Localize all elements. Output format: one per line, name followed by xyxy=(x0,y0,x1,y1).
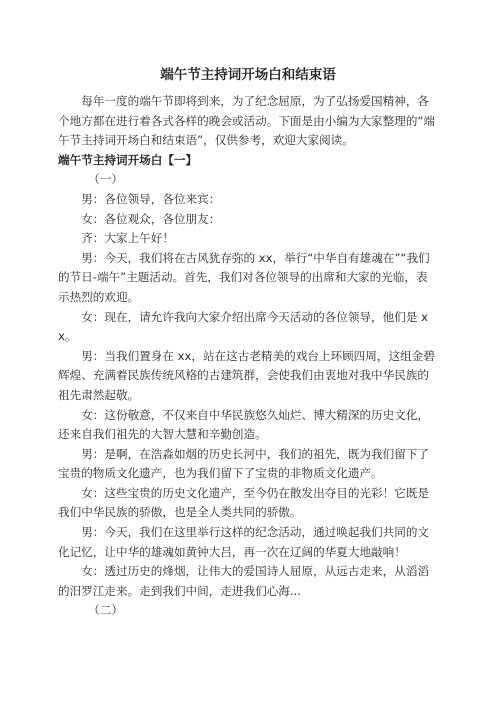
dialogue-line: 女：透过历史的烽烟，让伟大的爱国诗人屈原，从远古走来，从滔滔的汨罗江走来。走到我们中间，走进我们心海... xyxy=(58,564,430,598)
dialogue-line: 女：现在，请允许我向大家介绍出席今天活动的各位领导，他们是 xx。 xyxy=(58,309,428,344)
dialogue-line: 女：各位观众，各位朋友： xyxy=(81,211,221,226)
dialogue-line: 男：当我们置身在 xx，站在这古老精美的戏台上环顾四周，这组金碧辉煌、充满着民族传统风格的古建筑群，会使我们由衷地对我中华民族的祖先肃然起敬。 xyxy=(58,348,435,402)
dialogue-line: 女：这些宝贵的历史文化遗产，至今仍在散发出夺目的光彩！它既是我们中华民族的骄傲，也是全人类共同的骄傲。 xyxy=(58,485,430,520)
part-label-1: （一） xyxy=(88,172,123,187)
dialogue-line: 齐：大家上午好！ xyxy=(81,231,174,246)
dialogue-line: 男：各位领导，各位来宾： xyxy=(81,191,221,206)
part-label-2: （二） xyxy=(88,603,123,618)
section-title: 端午节主持词开场白【一】 xyxy=(58,152,198,167)
dialogue-line: 男：今天，我们在这里举行这样的纪念活动，通过唤起我们共同的文化记忆，让中华的雄魂如黄钟大吕，再一次在辽阔的华夏大地敲响！ xyxy=(58,525,430,559)
dialogue-line: 男：是啊，在浩淼如烟的历史长河中，我们的祖先，既为我们留下了宝贵的物质文化遗产，也为我们留下了宝贵的非物质文化遗产。 xyxy=(58,446,430,481)
intro-paragraph: 每年一度的端午节即将到来，为了纪念屈原，为了弘扬爱国精神，各个地方都在进行着各式各样的晚会或活动。下面是由小编为大家整理的“端午节主持词开场白和结束语”，仅供参考，欢迎大家阅读。 xyxy=(58,94,436,148)
dialogue-line: 男：今天，我们将在古风犹存弥的 xx，举行“中华自有雄魂在”“我们的节日-端午”主题活动。首先，我们对各位领导的出席和大家的光临，表示热烈的欢迎。 xyxy=(58,250,430,304)
dialogue-line: 女：这份敬意，不仅来自中华民族悠久灿烂、博大精深的历史文化，还来自我们祖先的大智大慧和辛勤创造。 xyxy=(58,407,430,442)
document-title: 端午节主持词开场白和结束语 xyxy=(160,67,336,83)
